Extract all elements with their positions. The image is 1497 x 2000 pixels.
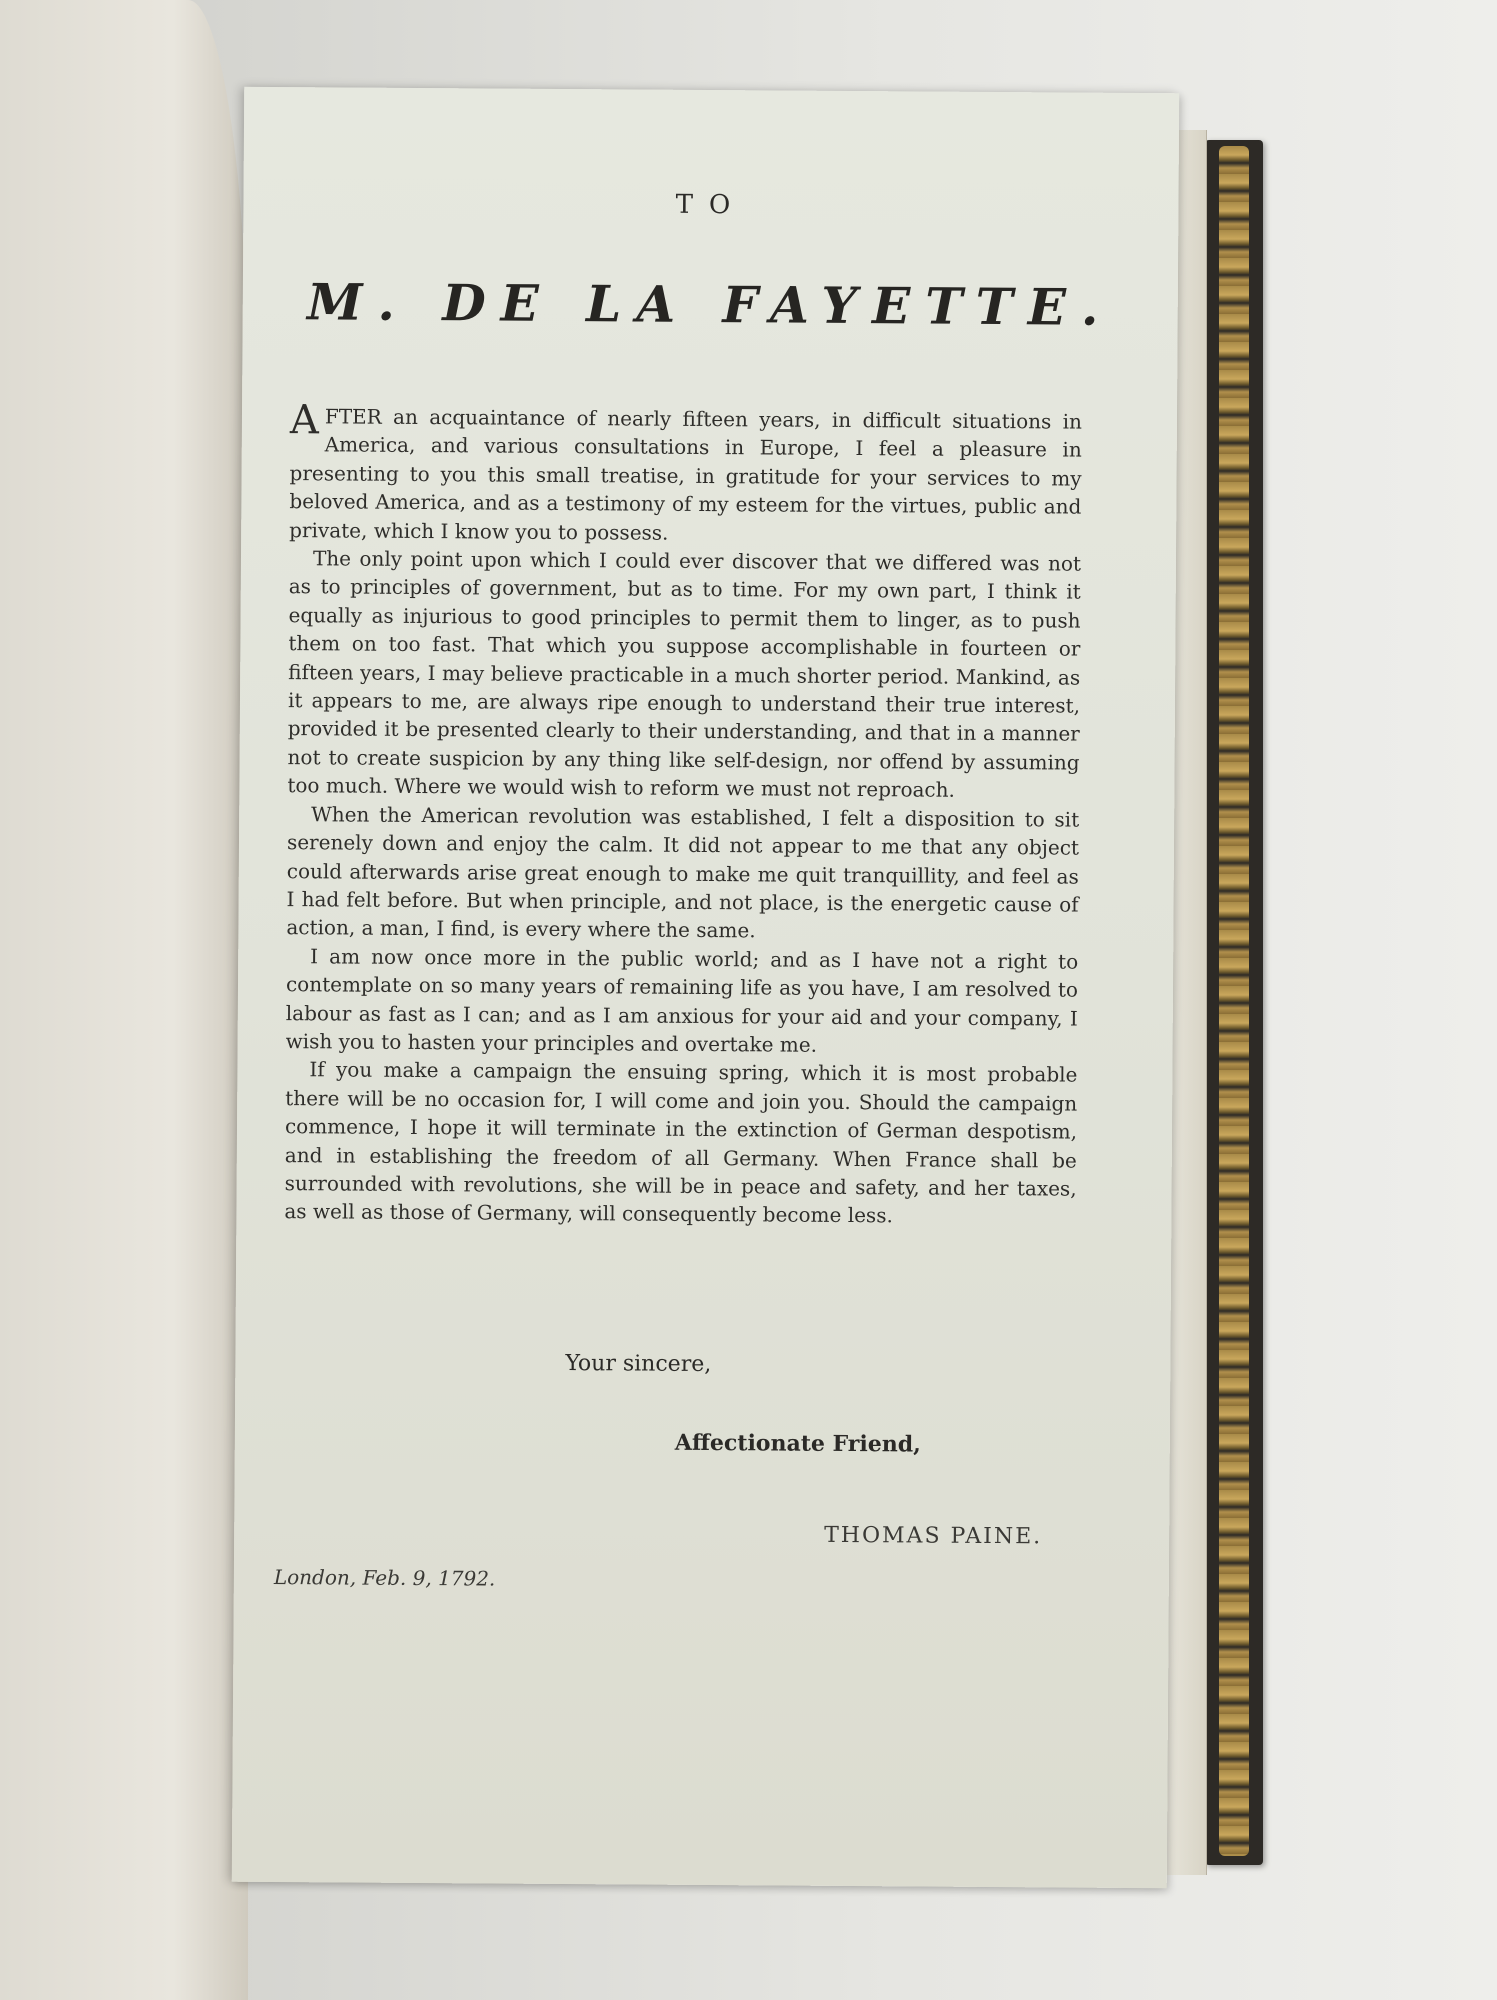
- book-page: [232, 87, 1180, 1888]
- paragraph-1: [289, 397, 1083, 550]
- left-page: [0, 0, 248, 2000]
- paragraph-2: The only point upon which I could ever discover that we differed was not as to principles of government, but as to time. For my own part, I think it equally as injurious to good principles to permit them to linger, as to push them on too fast. That which you suppose accomplishable in fourteen or fifteen years, I may believe practicable in a much shorter period. Mankind, as it appears to me, are always ripe enough to understand their true interest, provided it be presented clearly to their understanding, and that in a manner not to create suspicion by any thing like self-design, nor offend by assuming too much. Where we would wish to reform we must not reproach.: [287, 546, 1082, 803]
- closing-line-2: Affectionate Friend,: [674, 1429, 921, 1458]
- paragraph-4: I am now once more in the public world; and as I have not a right to contemplate on so many years of remaining life as you have, I am resolved to labour as fast as I can; and as I am anxious for your aid and your company, I wish you to hasten your principles and overtake me.: [285, 943, 1079, 1057]
- heading-dedicatee: M. DE LA FAYETTE.: [306, 272, 1114, 337]
- paragraph-1-text: FTER an acquaintance of nearly fifteen years, in difficult situations in America, and various consultations in Europe, I feel a pleasure in presenting to you this small treatise, in gratitude for your services to my beloved America, and as a testimony of my esteem for the virtues, public and private, which I know you to possess.: [289, 404, 1083, 545]
- dateline: London, Feb. 9, 1792.: [273, 1565, 496, 1591]
- heading-to: TO: [675, 189, 747, 221]
- paragraph-5: If you make a campaign the ensuing spring, which it is most probable there will be no occasion for, I will come and join you. Should the campaign commence, I hope it will terminate in the extinction of German despotism, and in establishing the freedom of all Germany. When France shall be surrounded with revolutions, she will be in peace and safety, and her taxes, as well as those of Germany, will consequently become less.: [284, 1057, 1078, 1228]
- gilt-ornament-border: [1219, 146, 1249, 1856]
- letter-body: [284, 397, 1083, 1231]
- drop-cap: A: [289, 397, 320, 444]
- signature: THOMAS PAINE.: [824, 1522, 1043, 1550]
- paragraph-3: When the American revolution was established, I felt a disposition to sit serenely down and enjoy the calm. It did not appear to me that any object could afterwards arise great enough to make me quit tranquillity, and feel as I had felt before. But when principle, and not place, is the energetic cause of action, a man, I find, is every where the same.: [286, 801, 1080, 943]
- book-cover-board: [1205, 140, 1263, 1865]
- closing-line-1: Your sincere,: [565, 1351, 712, 1378]
